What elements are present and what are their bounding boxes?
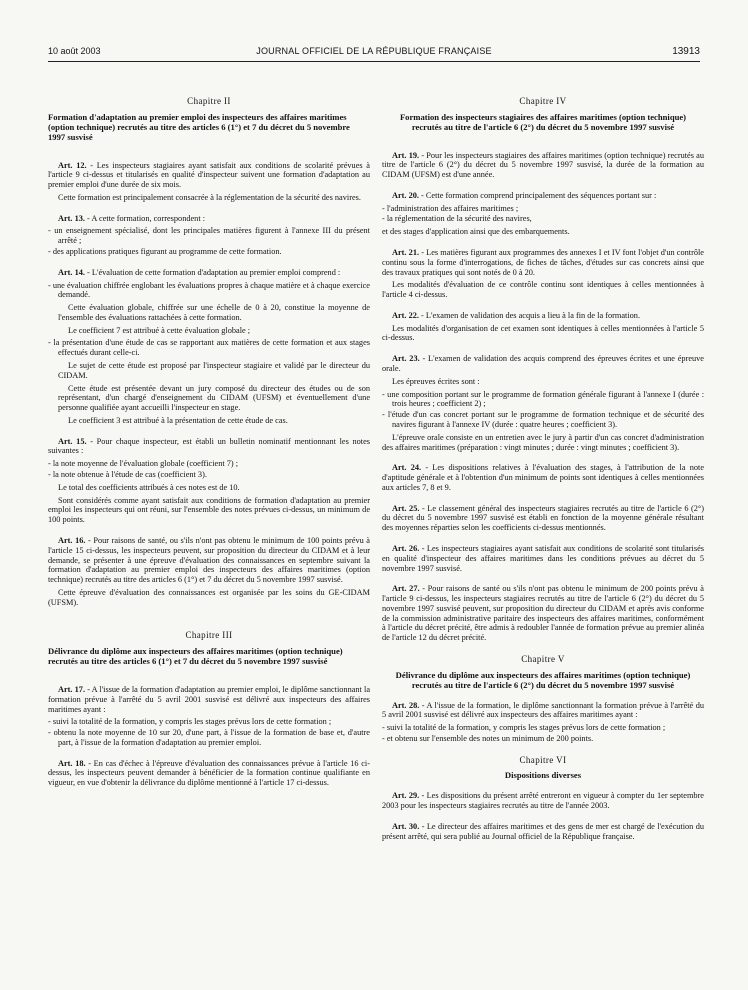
article-label: Art. 27. bbox=[392, 584, 420, 594]
paragraph: Sont considérés comme ayant satisfait aux conditions de formation d'adaptation au premier emploi les inspecteurs qui ont réuni, sur l'ensemble des notes prévues ci-dessus, un minimum de 100 points. bbox=[48, 495, 370, 525]
list-item: - l'administration des affaires maritimes ; bbox=[382, 203, 519, 213]
article-26 bbox=[382, 544, 704, 573]
article-label: Art. 22. bbox=[392, 310, 419, 320]
paragraph: Les épreuves écrites sont : bbox=[392, 376, 480, 386]
article-14-list-2 bbox=[48, 338, 370, 358]
article-15-list bbox=[48, 459, 370, 480]
paragraph: Cette étude est présentée devant un jury composé du directeur des études ou de son représentant, d'un chargé d'enseignement du CIDAM (UFSM) et éventuellement d'une personne qualifiée ayant accueilli l'inspecteur en stage. bbox=[58, 383, 370, 413]
list-item: - la note moyenne de l'évaluation globale (coefficient 7) ; bbox=[48, 459, 239, 469]
list-item: - la note obtenue à l'étude de cas (coefficient 3). bbox=[48, 470, 207, 480]
article-14 bbox=[48, 268, 370, 278]
article-label: Art. 16. bbox=[58, 535, 86, 545]
article-text: - Les dispositions relatives à l'évaluation des stages, à l'attribution de la note d'aptitude générale et à l'obtention d'un minimum de points sont identiques à celles mentionnées aux articles 7, 8 et 9. bbox=[382, 463, 704, 492]
article-text: - L'évaluation de cette formation d'adaptation au premier emploi comprend : bbox=[84, 267, 341, 277]
header-date: 10 août 2003 bbox=[48, 46, 101, 56]
article-label: Art. 24. bbox=[392, 463, 422, 473]
list-item: - une évaluation chiffrée englobant les évaluations propres à chaque matière et à chaque exercice demandé. bbox=[48, 280, 370, 300]
article-text: - L'examen de validation des acquis comprend des épreuves écrites et une épreuve orale. bbox=[382, 354, 704, 374]
paragraph: Les modalités d'évaluation de ce contrôle continu sont identiques à celles mentionnées à l'article 4 ci-dessus. bbox=[382, 280, 704, 300]
paragraph: Le coefficient 7 est attribué à cette évaluation globale ; bbox=[68, 325, 251, 335]
article-25 bbox=[382, 504, 704, 533]
article-12 bbox=[48, 161, 370, 190]
paragraph: Les modalités d'organisation de cet examen sont identiques à celles mentionnées à l'article 5 ci-dessus. bbox=[382, 323, 704, 343]
article-17 bbox=[48, 685, 370, 714]
article-text: - En cas d'échec à l'épreuve d'évaluation des connaissances prévue à l'article 16 ci-dessus, les inspecteurs peuvent demander à bénéficier de la formation continue qualifiante en vigueur, en vue d'obtenir la délivrance du diplôme mentionné à l'article 17 ci-dessus. bbox=[48, 758, 370, 788]
chapter-subtitle: Formation des inspecteurs stagiaires des affaires maritimes (option technique) recrutés au titre de l'article 6 (2°) du décret du 5 novembre 1997 susvisé bbox=[399, 111, 687, 132]
right-column bbox=[382, 96, 704, 844]
chapter-title: Chapitre IV bbox=[519, 96, 567, 106]
paragraph: Le total des coefficients attribués à ces notes est de 10. bbox=[58, 482, 240, 492]
article-14-list bbox=[48, 281, 370, 301]
article-label: Art. 30. bbox=[392, 821, 420, 831]
article-24 bbox=[382, 463, 704, 492]
article-text: - Pour raisons de santé ou s'ils n'ont pas obtenu le minimum de 200 points prévu à l'article 9 ci-dessus, les inspecteurs stagiaires recrutés au titre de l'article 6 (2°) du décret du 5 novembre 1997 susvisé peuvent, sur proposition du directeur du CIDAM et après avis conforme de la commission administrative paritaire des inspecteurs des affaires maritimes, conformément à l'article du décret précité, être admis à redoubler l'année de formation prévue au premier alinéa de l'article 12 du décret précité. bbox=[382, 584, 704, 643]
article-label: Art. 23. bbox=[392, 354, 420, 364]
article-text: - Pour les inspecteurs stagiaires des affaires maritimes (option technique) recrutés au titre de l'article 6 (2°) du décret du 5 novembre 1997 susvisé, la durée de la formation au CIDAM (UFSM) est d'une année. bbox=[382, 150, 704, 180]
paragraph: L'épreuve orale consiste en un entretien avec le jury à partir d'un cas concret d'administration des affaires maritimes (préparation : vingt minutes ; durée : vingt minutes ; coefficient 3). bbox=[382, 432, 704, 452]
article-label: Art. 12. bbox=[58, 160, 87, 170]
article-text: - A cette formation, correspondent : bbox=[84, 213, 206, 223]
article-29 bbox=[382, 791, 704, 811]
article-label: Art. 21. bbox=[392, 248, 420, 258]
paragraph: Cette formation est principalement consacrée à la réglementation de la sécurité des navires. bbox=[58, 192, 361, 202]
article-text: - Les dispositions du présent arrêté entreront en vigueur à compter du 1er septembre 2003 pour les inspecteurs stagiaires recrutés au titre de l'année 2003. bbox=[382, 791, 704, 811]
page-number: 13913 bbox=[672, 46, 700, 57]
article-label: Art. 18. bbox=[58, 758, 86, 768]
article-text: - L'examen de validation des acquis a lieu à la fin de la formation. bbox=[418, 310, 641, 320]
article-label: Art. 29. bbox=[392, 791, 420, 801]
chapter-title: Chapitre VI bbox=[519, 754, 567, 765]
article-text: - Le directeur des affaires maritimes et des gens de mer est chargé de l'exécution du présent arrêté, qui sera publié au Journal officiel de la République française. bbox=[382, 821, 704, 841]
paragraph: Le coefficient 3 est attribué à la présentation de cette étude de cas. bbox=[68, 415, 288, 425]
article-30 bbox=[382, 822, 704, 842]
article-20-list bbox=[382, 204, 704, 225]
article-18 bbox=[48, 759, 370, 788]
list-item: - la réglementation de la sécurité des navires, bbox=[382, 214, 532, 224]
chapter-title: Chapitre III bbox=[185, 630, 233, 641]
article-27 bbox=[382, 584, 704, 643]
article-17-list bbox=[48, 717, 370, 747]
article-text: - Les inspecteurs stagiaires ayant satisfait aux conditions de scolarité sont titularisés en qualité d'inspecteur des affaires maritimes dans les conditions prévues au décret du 5 novembre 1997 susvisé. bbox=[382, 543, 704, 573]
article-label: Art. 19. bbox=[392, 150, 420, 160]
article-20 bbox=[382, 191, 704, 201]
paragraph: Le sujet de cette étude est proposé par l'inspecteur stagiaire et validé par le directeur du CIDAM. bbox=[58, 361, 370, 380]
article-13 bbox=[48, 214, 370, 224]
article-28-list bbox=[382, 723, 704, 744]
article-22 bbox=[382, 311, 704, 321]
list-item: - et obtenu sur l'ensemble des notes un minimum de 200 points. bbox=[382, 733, 594, 743]
chapter-subtitle: Délivrance du diplôme aux inspecteurs des affaires maritimes (option technique) recrutés au titre de l'article 6 (2°) du décret du 5 novembre 1997 susvisé bbox=[395, 669, 691, 690]
article-13-list bbox=[48, 226, 370, 256]
article-23 bbox=[382, 354, 704, 374]
journal-title: JOURNAL OFFICIEL DE LA RÉPUBLIQUE FRANÇAISE bbox=[256, 46, 492, 56]
list-item: - la présentation d'une étude de cas se rapportant aux matières de cette formation et aux stages effectués durant celle-ci. bbox=[48, 338, 370, 358]
article-16 bbox=[48, 536, 370, 585]
article-text: - A l'issue de la formation, le diplôme sanctionnant la formation prévue à l'arrêté du 5 avril 2001 susvisé est délivré aux inspecteurs des affaires maritimes ayant : bbox=[382, 700, 704, 720]
article-28 bbox=[382, 701, 704, 721]
chapter-subtitle: Formation d'adaptation au premier emploi des inspecteurs des affaires maritimes (option technique) recrutés au titre des articles 6 (1°) et 7 du décret du 5 novembre 1997 susvisé bbox=[48, 111, 350, 142]
list-item: - une composition portant sur le programme de formation générale figurant à l'annexe I (durée : trois heures ; coefficient 2) ; bbox=[382, 389, 704, 409]
chapter-subtitle: Délivrance du diplôme aux inspecteurs des affaires maritimes (option technique) recrutés au titre des articles 6 (1°) et 7 du décret du 5 novembre 1997 susvisé bbox=[48, 646, 343, 666]
article-21 bbox=[382, 248, 704, 277]
article-text: - Les inspecteurs stagiaires ayant satisfait aux conditions de scolarité prévues à l'article 9 ci-dessus et titularisés en qualité d'inspecteur suivent une formation d'adaptation au premier emploi d'une durée de six mois. bbox=[48, 160, 370, 190]
page-header bbox=[48, 46, 700, 60]
paragraph: Cette évaluation globale, chiffrée sur une échelle de 0 à 20, constitue la moyenne de l'ensemble des évaluations rattachées à cette formation. bbox=[58, 303, 370, 322]
paragraph: Cette épreuve d'évaluation des connaissances est organisée par les soins du GE-CIDAM (UFSM). bbox=[48, 587, 370, 607]
article-19 bbox=[382, 151, 704, 180]
header-rule bbox=[48, 61, 700, 62]
list-item: - suivi la totalité de la formation, y compris les stages prévus lors de cette formation ; bbox=[48, 717, 332, 727]
article-text: - Cette formation comprend principalement des séquences portant sur : bbox=[418, 190, 657, 200]
article-text: - Pour raisons de santé, ou s'ils n'ont pas obtenu le minimum de 100 points prévu à l'article 15 ci-dessus, les inspecteurs peuvent, sur proposition du directeur du CIDAM et à leur demande, se présenter à une épreuve d'évaluation des connaissances en septembre suivant la formation d'adaptation au premier emploi des inspecteurs des affaires maritimes (option technique) recrutés au titre des articles 6 (1°) et 7 du décret du 5 novembre 1997 susvisé. bbox=[48, 535, 370, 585]
article-15 bbox=[48, 437, 370, 457]
article-label: Art. 15. bbox=[58, 436, 87, 446]
chapter-title: Chapitre V bbox=[521, 654, 565, 665]
list-item: - un enseignement spécialisé, dont les principales matières figurent à l'annexe III du présent arrêté ; bbox=[48, 226, 370, 246]
list-item: - l'étude d'un cas concret portant sur le programme de formation technique et de sécurité des navires figurant à l'annexe IV (durée : quatre heures ; coefficient 3). bbox=[382, 410, 704, 429]
article-label: Art. 14. bbox=[58, 267, 85, 277]
article-label: Art. 26. bbox=[392, 543, 420, 553]
article-label: Art. 28. bbox=[392, 700, 420, 710]
list-item: - des applications pratiques figurant au programme de cette formation. bbox=[48, 246, 282, 256]
list-item: - suivi la totalité de la formation, y compris les stages prévus lors de cette formation ; bbox=[382, 723, 666, 733]
article-text: - Les matières figurant aux programmes des annexes I et IV font l'objet d'un contrôle continu sous la forme d'interrogations, de fiches de tâches, d'études sur cas concrets ainsi que des travaux pratiques qui sont notés de 0 à 20. bbox=[382, 248, 704, 277]
chapter-subtitle: Dispositions diverses bbox=[504, 770, 582, 781]
left-column bbox=[48, 96, 370, 791]
article-label: Art. 13. bbox=[58, 213, 85, 223]
paragraph: et des stages d'application ainsi que des embarquements. bbox=[382, 227, 570, 237]
chapter-title: Chapitre II bbox=[187, 96, 231, 106]
article-label: Art. 20. bbox=[392, 190, 419, 200]
article-23-list bbox=[382, 390, 704, 430]
article-text: - Le classement général des inspecteurs stagiaires recrutés au titre de l'article 6 (2°) du décret du 5 novembre 1997 susvisé est établi en fonction de la moyenne générale résultant des moyennes réparties selon les coefficients ci-dessus mentionnés. bbox=[382, 503, 704, 533]
article-label: Art. 17. bbox=[58, 684, 86, 694]
article-text: - A l'issue de la formation d'adaptation au premier emploi, le diplôme sanctionnant la formation prévue à l'arrêté du 5 avril 2001 susvisé est délivré aux inspecteurs des affaires maritimes ayant : bbox=[48, 684, 370, 714]
article-text: - Pour chaque inspecteur, est établi un bulletin nominatif mentionnant les notes suivantes : bbox=[48, 436, 370, 456]
article-label: Art. 25. bbox=[392, 503, 420, 513]
list-item: - obtenu la note moyenne de 10 sur 20, d'une part, à l'issue de la formation de base et, d'autre part, à l'issue de la formation d'adaptation au premier emploi. bbox=[48, 728, 370, 747]
